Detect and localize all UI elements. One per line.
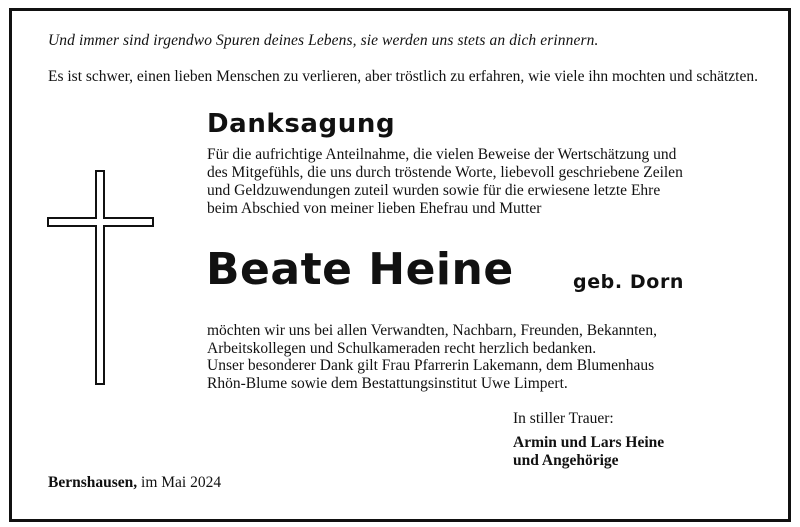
intro-text: Es ist schwer, einen lieben Menschen zu verlieren, aber tröstlich zu erfahren, wie viele ihn mochten und schätzten. [48, 68, 758, 85]
cross-icon [46, 169, 156, 387]
thanks-line: beim Abschied von meiner lieben Ehefrau und Mutter [207, 200, 542, 217]
signers [513, 434, 664, 470]
closing-paragraph [207, 322, 752, 392]
thanks-line: und Geldzuwendungen zuteil wurden sowie für die erwiesene letzte Ehre [207, 182, 661, 199]
closing-line: möchten wir uns bei allen Verwandten, Nachbarn, Freunden, Bekannten, [207, 322, 657, 339]
place-date [48, 474, 221, 492]
motto: Und immer sind irgendwo Spuren deines Lebens, sie werden uns stets an dich erinnern. [48, 32, 599, 49]
closing-line: Rhön-Blume sowie dem Bestattungsinstitut Uwe Limpert. [207, 374, 568, 392]
thanks-line: des Mitgefühls, die uns durch tröstende Worte, liebevoll geschriebene Zeilen [207, 164, 683, 181]
deceased-name: Beate Heine [206, 244, 514, 295]
heading-danksagung: Danksagung [207, 109, 396, 139]
signer-line: und Angehörige [513, 452, 619, 469]
signer-line: Armin und Lars Heine [513, 434, 665, 451]
date: im Mai 2024 [141, 474, 222, 491]
closing-line: Arbeitskollegen und Schulkameraden recht herzlich bedanken. [207, 339, 597, 357]
thanks-paragraph [207, 146, 752, 218]
closing-line: Unser besonderer Dank gilt Frau Pfarrerin Lakemann, dem Blumenhaus [207, 357, 655, 374]
place: Bernshausen, [48, 474, 138, 491]
thanks-line: Für die aufrichtige Anteilnahme, die vielen Beweise der Wertschätzung und [207, 146, 677, 163]
maiden-name: geb. Dorn [573, 271, 685, 293]
mourning-label: In stiller Trauer: [513, 410, 614, 427]
